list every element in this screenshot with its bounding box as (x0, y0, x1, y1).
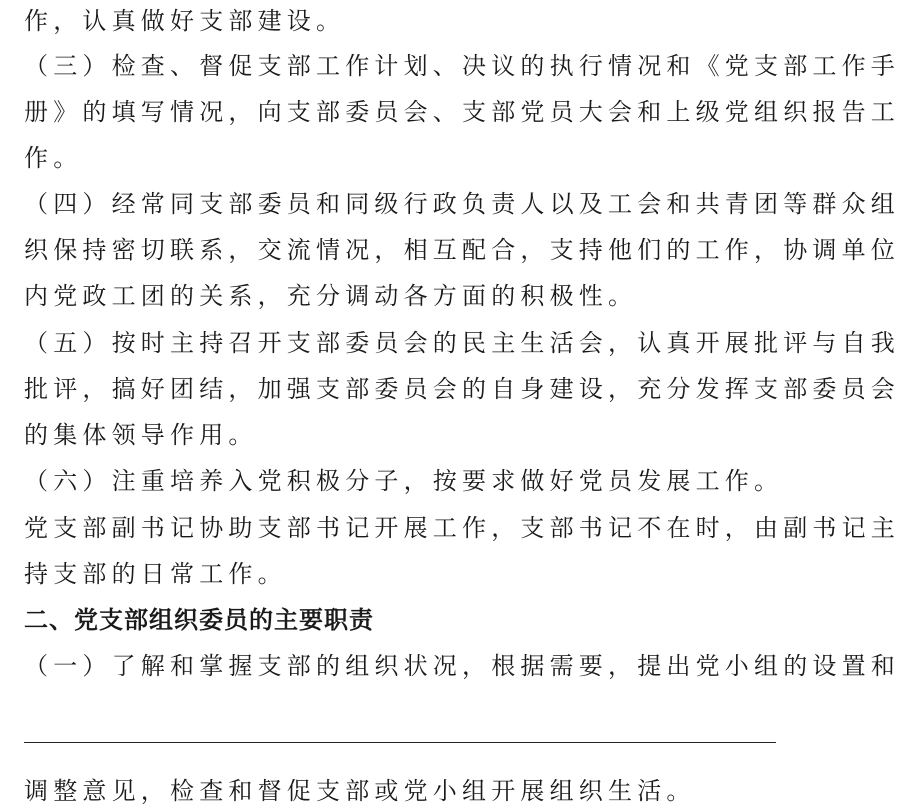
page-break-divider (24, 742, 776, 743)
text-line-8: （五）按时主持召开支部委员会的民主生活会，认真开展批评与自我 (24, 329, 900, 357)
text-line-6: 织保持密切联系，交流情况，相互配合，支持他们的工作，协调单位 (24, 236, 900, 264)
text-line-9: 批评，搞好团结，加强支部委员会的自身建设，充分发挥支部委员会 (24, 375, 900, 403)
text-line-2: （三）检查、督促支部工作计划、决议的执行情况和《党支部工作手 (24, 52, 900, 80)
text-line-14: （一）了解和掌握支部的组织状况，根据需要，提出党小组的设置和 (24, 652, 900, 680)
text-line-10: 的集体领导作用。 (24, 421, 258, 449)
text-line-4: 作。 (24, 144, 83, 172)
text-line-7: 内党政工团的关系，充分调动各方面的积极性。 (24, 282, 638, 310)
text-line-11: （六）注重培养入党积极分子，按要求做好党员发展工作。 (24, 467, 784, 495)
next-page-text-line: 调整意见，检查和督促支部或党小组开展组织生活。 (24, 777, 696, 805)
text-line-12: 党支部副书记协助支部书记开展工作，支部书记不在时，由副书记主 (24, 514, 900, 542)
text-line-3: 册》的填写情况，向支部委员会、支部党员大会和上级党组织报告工 (24, 98, 900, 126)
text-line-13: 持支部的日常工作。 (24, 560, 287, 588)
text-line-1: 作，认真做好支部建设。 (24, 7, 346, 35)
section-heading: 二、党支部组织委员的主要职责 (24, 606, 374, 634)
text-line-5: （四）经常同支部委员和同级行政负责人以及工会和共青团等群众组 (24, 190, 900, 218)
